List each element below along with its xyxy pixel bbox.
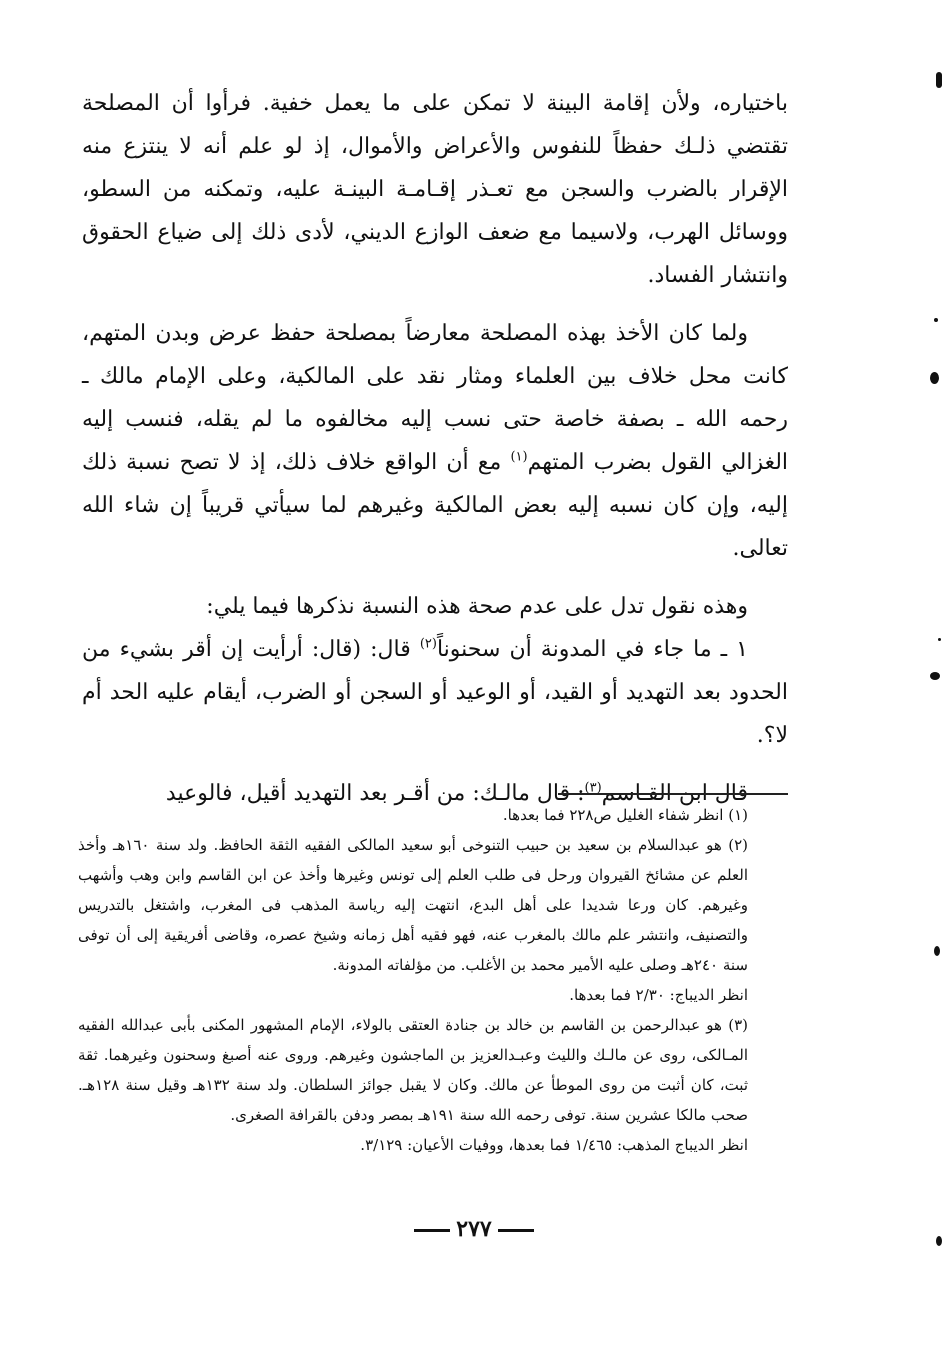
paragraph-text: : قال مالـك: من أقـر بعد التهديد أقيل، فالوعيد (165, 781, 585, 806)
main-text (82, 82, 788, 830)
footnote-reference: (٣) (584, 780, 602, 796)
footnote-reference: (١) (510, 449, 528, 465)
page-number-dash (498, 1229, 534, 1232)
footnote-3-source: انظر الديباج المذهب: ١/٤٦٥ فما بعدها، ووفيات الأعيان: ٣/١٢٩. (360, 1136, 748, 1154)
page-number (0, 1216, 948, 1242)
paragraph-text: مع أن الواقع خلاف ذلك، إذ لا تصح نسبة ذلك إليه، وإن كان نسبه إليه بعض المالكية وغيرهم لما سيأتي قريباً إن شاء الله تعالى. (82, 450, 788, 561)
paragraph (82, 585, 788, 628)
footnotes (78, 800, 788, 1160)
footnote-1: (١) انظر شفاء الغليل ص٢٢٨ فما بعدها. (502, 806, 748, 824)
paragraph-text: ١ ـ ما جاء في المدونة أن سحنوناً (436, 637, 748, 662)
paragraph (82, 82, 788, 297)
paragraph-text: قال: (قال: أرأيت إن أقر بشيء من الحدود بعد التهديد أو القيد، أو الوعيد أو السجن أو الضرب، أيقام عليه الحد أم لا؟. (82, 637, 788, 748)
scan-speck (930, 672, 940, 680)
page-number-dash (414, 1229, 450, 1232)
scan-speck (934, 946, 940, 956)
footnote-3: (٣) هو عبدالرحمن بن القاسم بن خالد بن جنادة العتقى بالولاء، الإمام المشهور المكنى بأبى عبدالله الفقيه المـالكى، روى عن مالـك والليث وعبـدالعزيز بن الماجشون وغيرهم. وروى عنه أصبغ وسحنون وغيرهما. ثقة ثبت، كان أثبت من روى الموطأ عن مالك. وكان لا يقبل جوائز السلطان. ولد سنة ١٣٢هـ وقيل سنة ١٢٨هـ. صحب مالكا عشرين سنة. توفى رحمه الله سنة ١٩١هـ بمصر ودفن بالقرافة الصغرى. (78, 1016, 748, 1124)
scan-speck (938, 638, 941, 641)
footnote-reference: (٢) (419, 636, 437, 652)
page-number-value: ٢٧٧ (456, 1216, 492, 1242)
scan-speck (934, 318, 938, 322)
paragraph-text: باختياره، ولأن إقامة البينة لا تمكن على ما يعمل خفية. فرأوا أن المصلحة تقتضي ذلـك حفظاً للنفوس والأعراض والأموال، إذ لو علم أنه لا ينتزع منه الإقرار بالضرب والسجن مع تعـذر إقـامـة البينـة عليه، وتمكنه من السطو، ووسائل الهرب، ولاسيما مع ضعف الوازع الديني، لأدى ذلك إلى ضياع الحقوق وانتشار الفساد. (82, 91, 788, 288)
scan-speck (930, 372, 939, 384)
paragraph (82, 312, 788, 570)
paragraph (82, 628, 788, 757)
scan-speck (936, 1236, 942, 1246)
scan-speck (936, 72, 942, 88)
paragraph-text: ولما كان الأخذ بهذه المصلحة معارضاً بمصلحة حفظ عرض وبدن المتهم، كانت محل خلاف بين العلماء ومثار نقد على المالكية، وعلى الإمام مالك ـ رحمه الله ـ بصفة خاصة حتى نسب إليه مخالفوه ما لم يقله، فنسب إليه الغزالي القول بضرب المتهم (82, 321, 789, 475)
footnote-2-source: انظر الديباج: ٢/٣٠ فما بعدها. (569, 986, 748, 1004)
footnote-separator (558, 793, 788, 795)
footnote-2: (٢) هو عبدالسلام بن سعيد بن حبيب التنوخى أبو سعيد المالكى الفقيه الثقة الحافظ. ولد سنة ١٦٠هـ وأخذ العلم عن مشائخ القيروان ورحل فى طلب العلم إلى تونس وغيرها وأخذ عن ابن القاسم وابن وهب وأشهب وغيرهم. كان ورعا شديدا على أهل البدع، انتهت إليه رياسة المذهب فى المغرب، واشتغل بالتدريس والتصنيف، وانتشر علم مالك بالمغرب عنه، فهو فقيه أهل زمانه وشيخ عصره، وقاضى أفريقية إلى أن توفى سنة ٢٤٠هـ وصلى عليه الأمير محمد بن الأغلب. من مؤلفاته المدونة. (78, 836, 748, 974)
paragraph-text: قال ابن القـاسم (601, 781, 748, 806)
paragraph-text: وهذه نقول تدل على عدم صحة هذه النسبة نذكرها فيما يلي: (206, 594, 748, 619)
